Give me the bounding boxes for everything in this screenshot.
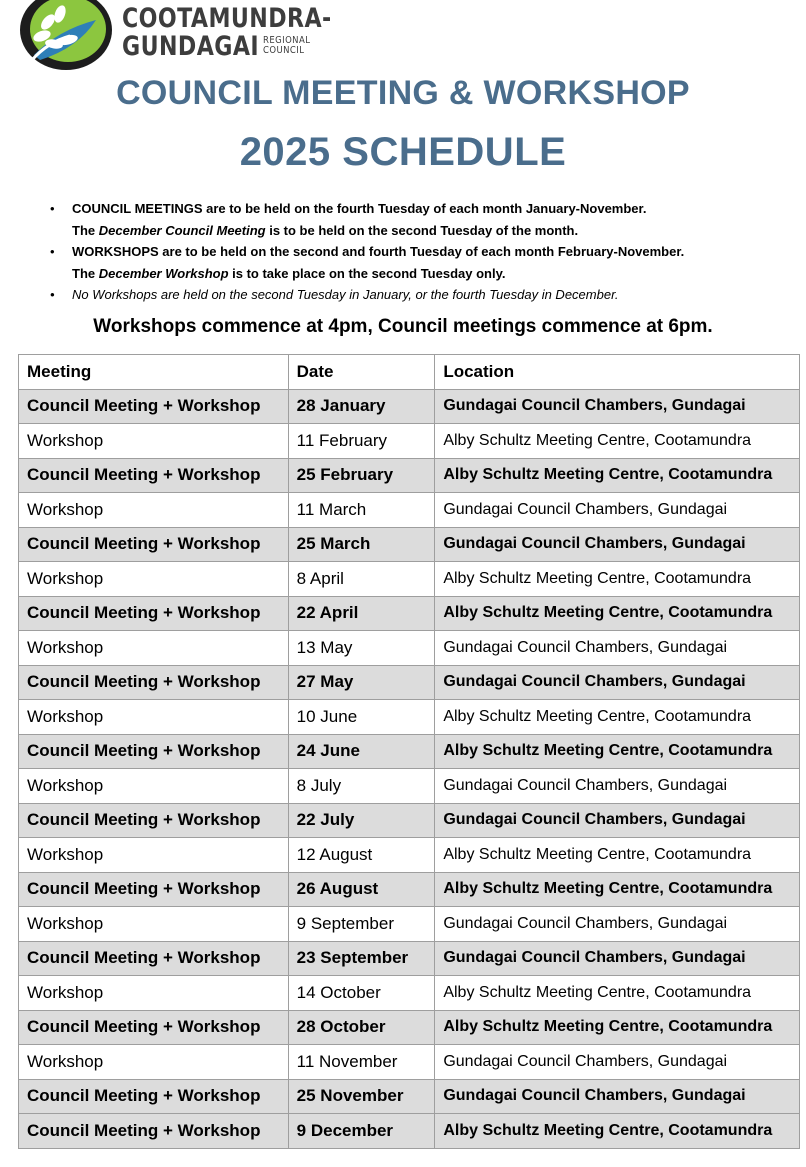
cell-location: Gundagai Council Chambers, Gundagai — [435, 941, 800, 976]
cell-meeting: Council Meeting + Workshop — [19, 389, 289, 424]
table-row — [19, 596, 800, 631]
cell-date: 28 January — [288, 389, 435, 424]
logo-text-line2: GUNDAGAI — [122, 31, 260, 62]
cell-date: 9 December — [288, 1114, 435, 1149]
cell-location: Gundagai Council Chambers, Gundagai — [435, 527, 800, 562]
cell-meeting: Council Meeting + Workshop — [19, 941, 289, 976]
cell-date: 27 May — [288, 665, 435, 700]
cell-meeting: Workshop — [19, 424, 289, 459]
table-row — [19, 1114, 800, 1149]
page-title: COUNCIL MEETING & WORKSHOP — [116, 74, 690, 112]
table-header-row — [19, 355, 800, 390]
cell-date: 13 May — [288, 631, 435, 666]
cell-date: 24 June — [288, 734, 435, 769]
table-row — [19, 700, 800, 735]
cell-meeting: Council Meeting + Workshop — [19, 1079, 289, 1114]
cell-meeting: Workshop — [19, 907, 289, 942]
cell-meeting: Council Meeting + Workshop — [19, 458, 289, 493]
table-row — [19, 424, 800, 459]
page-subtitle: 2025 SCHEDULE — [239, 130, 567, 174]
table-row — [19, 769, 800, 804]
cell-date: 12 August — [288, 838, 435, 873]
cell-location: Alby Schultz Meeting Centre, Cootamundra — [435, 700, 800, 735]
cell-date: 9 September — [288, 907, 435, 942]
cell-location: Gundagai Council Chambers, Gundagai — [435, 803, 800, 838]
schedule-table — [18, 354, 800, 1149]
cell-date: 28 October — [288, 1010, 435, 1045]
logo-subtext: REGIONAL COUNCIL — [263, 35, 311, 56]
cell-location: Alby Schultz Meeting Centre, Cootamundra — [435, 872, 800, 907]
header-date: Date — [288, 355, 435, 390]
schedule-notes — [50, 198, 790, 306]
cell-meeting: Workshop — [19, 700, 289, 735]
cell-location: Gundagai Council Chambers, Gundagai — [435, 907, 800, 942]
cell-location: Gundagai Council Chambers, Gundagai — [435, 769, 800, 804]
table-row — [19, 734, 800, 769]
cell-location: Alby Schultz Meeting Centre, Cootamundra — [435, 976, 800, 1011]
cell-date: 22 July — [288, 803, 435, 838]
cell-date: 26 August — [288, 872, 435, 907]
table-row — [19, 389, 800, 424]
note-workshops: • WORKSHOPS are to be held on the second and fourth Tuesday of each month February-November. The December Workshop is to take place on the second Tuesday only. — [50, 241, 790, 284]
cell-date: 8 July — [288, 769, 435, 804]
table-row — [19, 1045, 800, 1080]
table-row — [19, 838, 800, 873]
start-times: Workshops commence at 4pm, Council meetings commence at 6pm. — [93, 316, 713, 337]
cell-meeting: Workshop — [19, 493, 289, 528]
table-row — [19, 562, 800, 597]
cell-date: 8 April — [288, 562, 435, 597]
cell-location: Alby Schultz Meeting Centre, Cootamundra — [435, 1114, 800, 1149]
table-row — [19, 872, 800, 907]
table-row — [19, 631, 800, 666]
cell-meeting: Workshop — [19, 838, 289, 873]
note-no-workshops: • No Workshops are held on the second Tuesday in January, or the fourth Tuesday in December. — [50, 284, 790, 306]
cell-date: 25 November — [288, 1079, 435, 1114]
cell-meeting: Workshop — [19, 769, 289, 804]
cell-meeting: Council Meeting + Workshop — [19, 803, 289, 838]
table-row — [19, 527, 800, 562]
table-row — [19, 941, 800, 976]
cell-location: Gundagai Council Chambers, Gundagai — [435, 1079, 800, 1114]
logo-text-line1: COOTAMUNDRA- — [122, 3, 332, 34]
cell-date: 22 April — [288, 596, 435, 631]
table-row — [19, 458, 800, 493]
cell-location: Alby Schultz Meeting Centre, Cootamundra — [435, 562, 800, 597]
table-row — [19, 1079, 800, 1114]
cell-meeting: Workshop — [19, 562, 289, 597]
cell-meeting: Workshop — [19, 976, 289, 1011]
cell-meeting: Council Meeting + Workshop — [19, 596, 289, 631]
cell-date: 23 September — [288, 941, 435, 976]
cell-location: Gundagai Council Chambers, Gundagai — [435, 631, 800, 666]
table-row — [19, 665, 800, 700]
cell-location: Gundagai Council Chambers, Gundagai — [435, 493, 800, 528]
cell-location: Alby Schultz Meeting Centre, Cootamundra — [435, 596, 800, 631]
cell-date: 25 February — [288, 458, 435, 493]
header-location: Location — [435, 355, 800, 390]
cell-meeting: Council Meeting + Workshop — [19, 1010, 289, 1045]
cell-date: 10 June — [288, 700, 435, 735]
table-row — [19, 493, 800, 528]
header-meeting: Meeting — [19, 355, 289, 390]
cell-location: Alby Schultz Meeting Centre, Cootamundra — [435, 734, 800, 769]
cell-location: Gundagai Council Chambers, Gundagai — [435, 389, 800, 424]
cell-meeting: Workshop — [19, 1045, 289, 1080]
cell-location: Alby Schultz Meeting Centre, Cootamundra — [435, 1010, 800, 1045]
cell-date: 11 November — [288, 1045, 435, 1080]
table-row — [19, 1010, 800, 1045]
table-row — [19, 976, 800, 1011]
cell-date: 25 March — [288, 527, 435, 562]
cell-date: 14 October — [288, 976, 435, 1011]
cell-meeting: Council Meeting + Workshop — [19, 1114, 289, 1149]
note-council-meetings: • COUNCIL MEETINGS are to be held on the fourth Tuesday of each month January-November. The December Council Meeting is to be held on the second Tuesday of the month. — [50, 198, 790, 241]
cell-meeting: Council Meeting + Workshop — [19, 734, 289, 769]
cell-location: Gundagai Council Chambers, Gundagai — [435, 1045, 800, 1080]
cell-date: 11 March — [288, 493, 435, 528]
table-row — [19, 907, 800, 942]
cell-location: Gundagai Council Chambers, Gundagai — [435, 665, 800, 700]
cell-meeting: Council Meeting + Workshop — [19, 527, 289, 562]
cell-meeting: Workshop — [19, 631, 289, 666]
cell-meeting: Council Meeting + Workshop — [19, 872, 289, 907]
leaf-emblem-icon — [18, 0, 118, 74]
cell-location: Alby Schultz Meeting Centre, Cootamundra — [435, 424, 800, 459]
cell-date: 11 February — [288, 424, 435, 459]
table-row — [19, 803, 800, 838]
cell-location: Alby Schultz Meeting Centre, Cootamundra — [435, 838, 800, 873]
cell-meeting: Council Meeting + Workshop — [19, 665, 289, 700]
council-logo — [18, 0, 348, 74]
cell-location: Alby Schultz Meeting Centre, Cootamundra — [435, 458, 800, 493]
